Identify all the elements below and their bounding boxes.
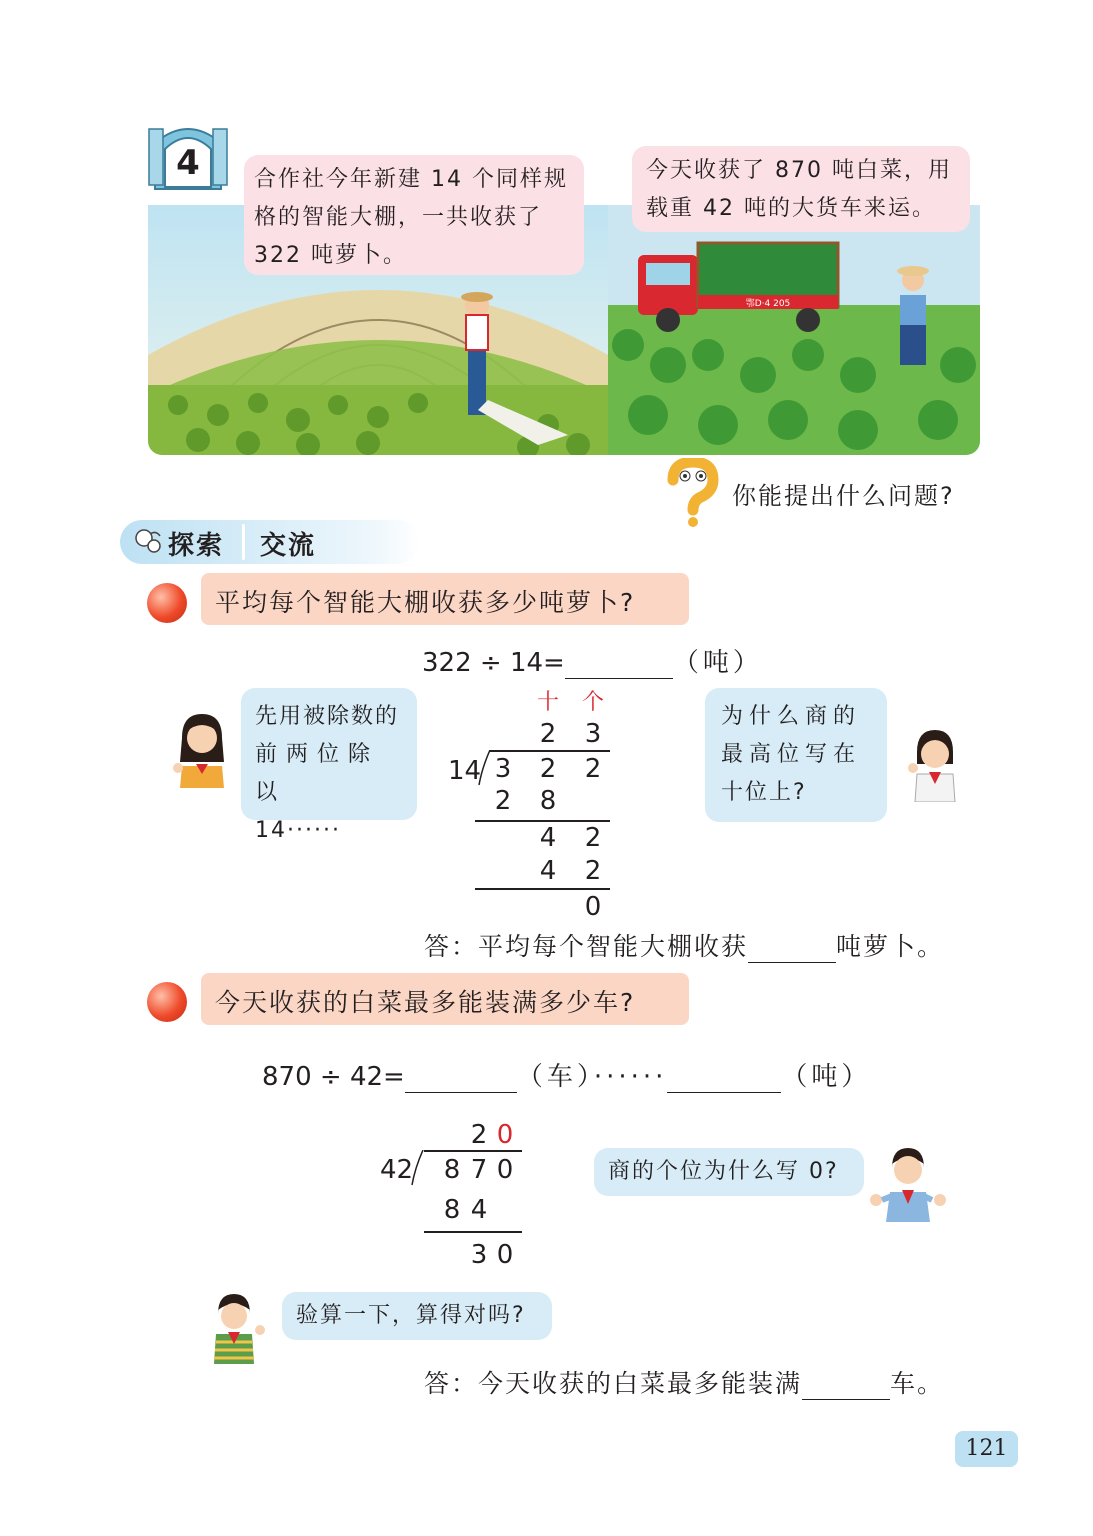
dividend-1-d1: 3	[494, 754, 512, 784]
question-1-text: 平均每个智能大棚收获多少吨萝卜?	[215, 588, 636, 617]
equation-1	[422, 642, 763, 679]
page-number-badge	[955, 1431, 1018, 1467]
right-bubble-line-1: 为什么商的	[721, 704, 862, 729]
quotient-2-tens: 2	[470, 1120, 488, 1150]
check-bubble	[282, 1292, 552, 1340]
division-1-rule-1	[475, 820, 610, 822]
quotient-2-ones: 0	[496, 1120, 514, 1150]
equation-2-unit: （吨）	[781, 1062, 872, 1092]
equation-1-blank[interactable]	[565, 652, 673, 679]
section-tag-communicate: 交流	[260, 531, 317, 561]
section-tag-explore: 探索	[168, 531, 225, 561]
example-number-badge	[145, 121, 231, 191]
truck-plate: 鄂D·4 205	[745, 299, 791, 309]
question-mark-icon	[655, 458, 725, 528]
division-2-bar	[424, 1150, 522, 1152]
step-2a-d1: 8	[443, 1195, 461, 1225]
girl-bubble-line-2: 前两位除以	[255, 742, 380, 805]
girl-bubble-line-1: 先用被除数的	[255, 704, 400, 729]
illustration-truck	[608, 205, 980, 455]
answer-1-prefix: 答：平均每个智能大棚收获	[424, 932, 749, 961]
equation-2-blank-2[interactable]	[667, 1066, 781, 1093]
answer-1-suffix: 吨萝卜。	[836, 932, 945, 961]
division-2-rule	[424, 1231, 522, 1233]
girl-bubble-line-3: 14······	[255, 818, 341, 843]
division-2-bracket	[411, 1150, 427, 1186]
explore-icon	[132, 528, 162, 556]
dividend-2-d3: 0	[496, 1155, 514, 1185]
step-2-d1: 4	[539, 823, 557, 853]
equation-1-unit: （吨）	[672, 648, 763, 678]
equation-2-blank-1[interactable]	[405, 1066, 517, 1093]
answer-2-blank[interactable]	[802, 1373, 890, 1400]
girl-avatar-left	[168, 708, 232, 788]
divisor-2: 42	[380, 1155, 414, 1185]
girl-bubble-left	[241, 688, 417, 843]
dividend-1-d2: 2	[539, 754, 557, 784]
step-3-d1: 4	[539, 856, 557, 886]
place-label-ones: 个	[581, 690, 604, 715]
place-label-tens: 十	[536, 690, 559, 715]
dividend-1-d3: 2	[584, 754, 602, 784]
boy-avatar-left	[204, 1290, 266, 1364]
bubble-greenhouse	[244, 155, 584, 275]
quotient-1-tens: 2	[539, 719, 557, 749]
step-1-d1: 2	[494, 786, 512, 816]
dividend-2-d2: 7	[470, 1155, 488, 1185]
equation-2-mid: （车）······	[516, 1062, 668, 1092]
page-number: 121	[965, 1436, 1008, 1461]
division-1-rule-2	[475, 888, 610, 890]
quotient-1-ones: 3	[584, 719, 602, 749]
step-2-d2: 2	[584, 823, 602, 853]
equation-2-left: 870 ÷ 42=	[262, 1062, 405, 1092]
example-number: 4	[176, 143, 200, 183]
boy-bubble-text: 商的个位为什么写 0?	[608, 1159, 839, 1184]
question-1-box	[201, 573, 689, 625]
question-prompt: 你能提出什么问题?	[732, 482, 955, 510]
answer-2	[424, 1364, 944, 1400]
answer-1	[424, 927, 944, 963]
bullet-icon-1	[147, 583, 187, 623]
question-2-box	[201, 973, 689, 1025]
section-divider	[242, 524, 245, 560]
remainder-2-d1: 3	[470, 1240, 488, 1270]
girl-avatar-right	[905, 724, 965, 802]
answer-1-blank[interactable]	[748, 936, 836, 963]
right-bubble-line-2: 最高位写在	[721, 742, 862, 767]
right-bubble-line-3: 十位上?	[721, 780, 807, 805]
boy-avatar-right	[868, 1142, 946, 1222]
equation-2	[262, 1056, 871, 1093]
equation-1-left: 322 ÷ 14=	[422, 648, 565, 678]
question-2-text: 今天收获的白菜最多能装满多少车?	[215, 988, 636, 1017]
step-1-d2: 8	[539, 786, 557, 816]
step-2a-d2: 4	[470, 1195, 488, 1225]
remainder-1: 0	[584, 892, 602, 922]
remainder-2-d2: 0	[496, 1240, 514, 1270]
divisor-1: 14	[448, 756, 482, 786]
division-1-bar	[490, 750, 610, 752]
section-heading	[120, 520, 420, 564]
check-bubble-text: 验算一下，算得对吗?	[296, 1303, 526, 1328]
answer-2-prefix: 答：今天收获的白菜最多能装满	[424, 1369, 803, 1398]
bubble-greenhouse-text: 合作社今年新建 14 个同样规格的智能大棚，一共收获了 322 吨萝卜。	[254, 167, 568, 268]
bubble-truck-text: 今天收获了 870 吨白菜，用载重 42 吨的大货车来运。	[646, 158, 952, 221]
boy-bubble	[594, 1148, 864, 1196]
answer-2-suffix: 车。	[890, 1369, 945, 1398]
bullet-icon-2	[147, 982, 187, 1022]
bubble-truck	[632, 146, 970, 232]
step-3-d2: 2	[584, 856, 602, 886]
question-bubble-right	[705, 688, 887, 822]
dividend-2-d1: 8	[443, 1155, 461, 1185]
